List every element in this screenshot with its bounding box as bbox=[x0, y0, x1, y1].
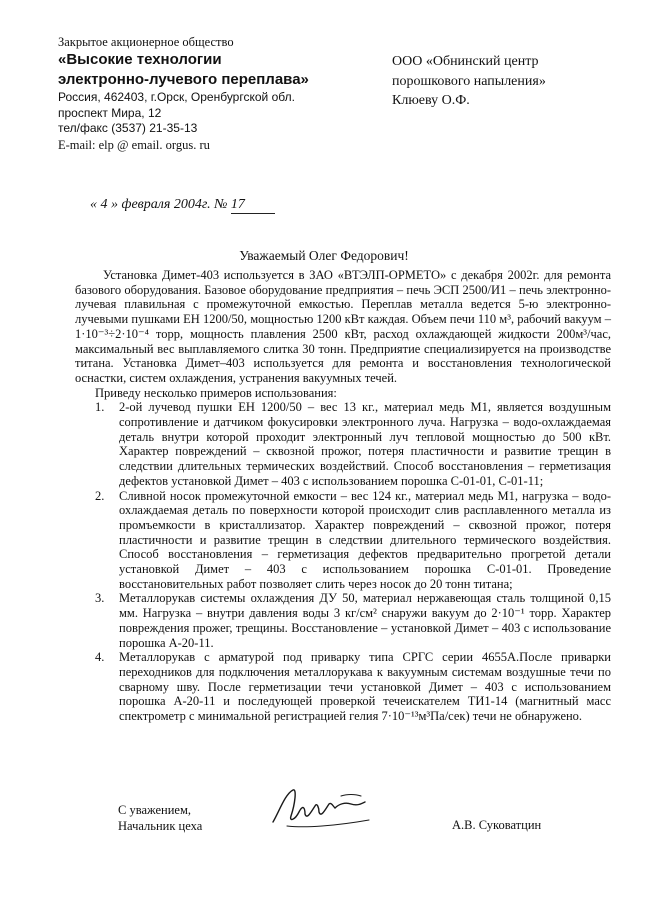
example-item bbox=[75, 489, 611, 592]
sender-name-line1: «Высокие технологии bbox=[58, 51, 222, 68]
example-number: 1. bbox=[95, 400, 105, 415]
example-text: 2-ой лучевод пушки ЕН 1200/50 – вес 13 кг., материал медь М1, является воздушным сопротивление и датчиком фокусировки электронного луча. Нагрузка – водо-охлаждаемая деталь внутри которой проходит электронный луч тепловой мощностью до 500 кВт. Характер повреждений – сквозной прожог, потеря пластичности и развитие трещин в следствии длительных термических воздействий. Способ восстановления – герметизация дефектов установкой Димет – 403 с использованием порошка С-01-01, С-01-11; bbox=[119, 400, 611, 488]
sender-address-line2: проспект Мира, 12 bbox=[58, 105, 162, 120]
date-line bbox=[90, 197, 275, 214]
example-number: 4. bbox=[95, 650, 105, 665]
example-text: Сливной носок промежуточной емкости – вес 124 кг., материал медь М1, нагрузка – водо-охлаждаемая деталь по поверхности которой происходит слив расплавленного металла из промъемкости в кристаллизатор. Характер повреждений – сквозной прожог, потеря пластичности и развитие трещин в следствии длительного термического воздействия. Способ восстановления – герметизация дефектов предварительно прогретой детали установкой Димет – 403 с использованием порошка С-01-01. Проведение восстановительных работ позволяет слить через носок до 20 тонн титана; bbox=[119, 488, 611, 591]
example-item bbox=[75, 400, 611, 488]
example-item bbox=[75, 591, 611, 650]
sender-block bbox=[58, 34, 358, 153]
examples-list bbox=[75, 400, 611, 723]
sender-org-type: Закрытое акционерное общество bbox=[58, 35, 234, 49]
recipient-line3: Клюеву О.Ф. bbox=[392, 93, 470, 108]
example-number: 2. bbox=[95, 488, 105, 503]
recipient-line1: ООО «Обнинский центр bbox=[392, 54, 539, 69]
recipient-line2: порошкового напыления» bbox=[392, 73, 546, 89]
example-number: 3. bbox=[95, 591, 105, 606]
sender-address-line1: Россия, 462403, г.Орск, Оренбургской обл. bbox=[58, 90, 295, 104]
example-text: Металлорукав с арматурой под приварку типа СРГС серии 4655А.После приварки переходников для подключения металлорукава к вакуумным системам воздушные течи по сварному шву. После герметизации течи установкой Димет – 403 с использованием порошка А-20-11 и последующей проверкой течеискателем ТИ1-14 (магнитный масс спектрометр с минимальной регистрацией гелия 7·10⁻¹³м³Па/сек) течи не обнаружено. bbox=[119, 650, 611, 724]
sender-phone: тел/факс (3537) 21-35-13 bbox=[58, 121, 198, 135]
recipient-block bbox=[392, 52, 632, 111]
signer-name: А.В. Суковатцин bbox=[452, 818, 542, 832]
letter-body bbox=[75, 268, 611, 724]
intro-paragraph: Установка Димет-403 используется в ЗАО «ВТЭЛП-ОРМЕТО» с декабря 2002г. для ремонта базового оборудования. Базовое оборудование предприятия – печь ЭСП 2500/И1 – печь электронно-лучевая плавильная с промежуточной емкостью. Переплав металла ведется 5-ю электронно-лучевыми пушками ЕН 1200/50, мощностью 1200 кВт каждая. Объем печи 110 м³, рабочий вакуум – 1·10⁻³÷2·10⁻⁴ торр, мощность плавления 2500 кВт, расход охлаждающей жидкости 200м³/час, максимальный вес выплавляемого слитка 30 тонн. Предприятие специализируется на производстве титана. Установка Димет–403 используется для ремонта и восстановления технологической оснастки, систем охлаждения, устранения вакуумных течей. bbox=[75, 268, 611, 385]
closing-block bbox=[118, 802, 202, 834]
sender-name-line2: электронно-лучевого переплава» bbox=[58, 71, 309, 88]
closing-regards: С уважением, bbox=[118, 803, 191, 817]
sender-email: E-mail: elp @ email. orgus. ru bbox=[58, 137, 210, 152]
greeting: Уважаемый Олег Федорович! bbox=[239, 248, 409, 263]
date-text: « 4 » февраля 2004г. № bbox=[90, 197, 228, 212]
examples-title: Приведу несколько примеров использования: bbox=[95, 385, 337, 400]
letter-number: 17 bbox=[231, 197, 275, 214]
example-text: Металлорукав системы охлаждения ДУ 50, материал нержавеющая сталь толщиной 0,15 мм. Нагрузка – внутри давления воды 3 кг/см² снаружи вакуум до 2·10⁻¹ торр. Характер повреждения прожег, трещины. Восстановление – установкой Димет – 403 с использование порошка А-20-11. bbox=[119, 591, 611, 650]
closing-position: Начальник цеха bbox=[118, 819, 203, 833]
handwritten-signature bbox=[265, 782, 375, 834]
example-item bbox=[75, 650, 611, 724]
